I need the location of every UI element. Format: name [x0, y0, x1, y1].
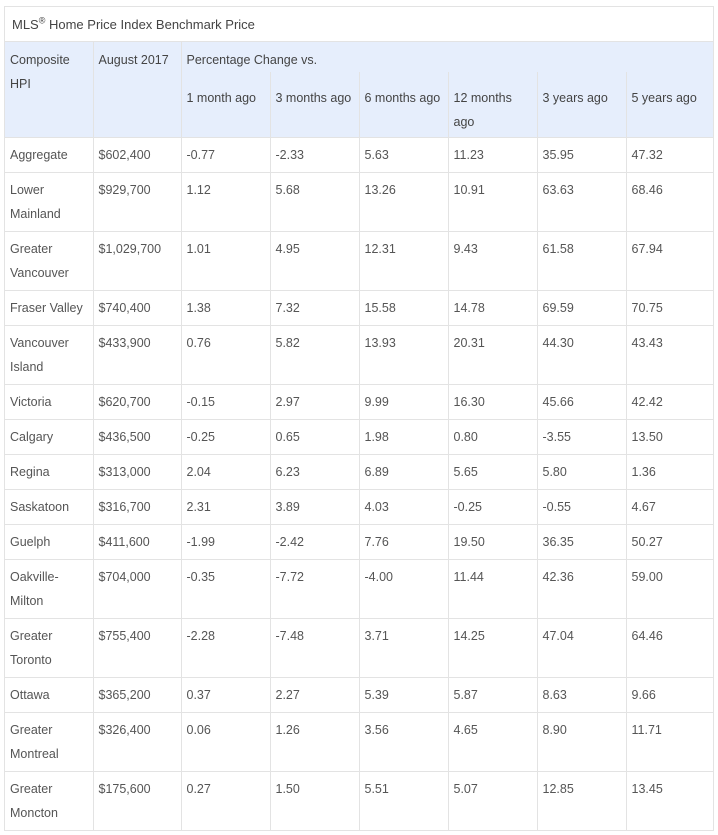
table-row — [5, 489, 713, 524]
header-percentage-change: Percentage Change vs. — [181, 42, 713, 72]
table-row — [5, 290, 713, 325]
change-1m-cell: -0.77 — [181, 137, 270, 172]
header-period: 3 years ago — [537, 72, 626, 137]
change-3y-cell: 47.04 — [537, 618, 626, 677]
change-5y-cell: 59.00 — [626, 559, 713, 618]
change-5y-cell: 4.67 — [626, 489, 713, 524]
change-12m-cell: 11.23 — [448, 137, 537, 172]
change-3m-cell: 1.50 — [270, 771, 359, 830]
change-3m-cell: 7.32 — [270, 290, 359, 325]
price-cell: $175,600 — [93, 771, 181, 830]
change-3m-cell: 0.65 — [270, 419, 359, 454]
change-3y-cell: 35.95 — [537, 137, 626, 172]
table-row — [5, 137, 713, 172]
header-period: 5 years ago — [626, 72, 713, 137]
change-3m-cell: -7.72 — [270, 559, 359, 618]
hpi-table — [5, 42, 713, 831]
change-6m-cell: 5.63 — [359, 137, 448, 172]
change-6m-cell: 13.93 — [359, 325, 448, 384]
region-cell: Greater Toronto — [5, 618, 93, 677]
region-cell: Aggregate — [5, 137, 93, 172]
price-cell: $436,500 — [93, 419, 181, 454]
change-5y-cell: 13.50 — [626, 419, 713, 454]
change-3m-cell: 2.27 — [270, 677, 359, 712]
change-3m-cell: -7.48 — [270, 618, 359, 677]
region-cell: Lower Mainland — [5, 172, 93, 231]
change-5y-cell: 42.42 — [626, 384, 713, 419]
change-12m-cell: 20.31 — [448, 325, 537, 384]
price-cell: $929,700 — [93, 172, 181, 231]
table-row — [5, 384, 713, 419]
change-12m-cell: 14.25 — [448, 618, 537, 677]
price-cell: $433,900 — [93, 325, 181, 384]
price-cell: $620,700 — [93, 384, 181, 419]
table-row — [5, 325, 713, 384]
region-cell: Vancouver Island — [5, 325, 93, 384]
change-3m-cell: 4.95 — [270, 231, 359, 290]
region-cell: Saskatoon — [5, 489, 93, 524]
table-row — [5, 677, 713, 712]
change-1m-cell: 0.06 — [181, 712, 270, 771]
change-5y-cell: 64.46 — [626, 618, 713, 677]
change-6m-cell: 9.99 — [359, 384, 448, 419]
table-body — [5, 137, 713, 830]
change-1m-cell: 1.01 — [181, 231, 270, 290]
price-cell: $316,700 — [93, 489, 181, 524]
table-row — [5, 454, 713, 489]
table-row — [5, 618, 713, 677]
change-3m-cell: -2.42 — [270, 524, 359, 559]
table-row — [5, 172, 713, 231]
table-row — [5, 419, 713, 454]
change-3y-cell: 36.35 — [537, 524, 626, 559]
change-1m-cell: -0.35 — [181, 559, 270, 618]
caption-title: Home Price Index Benchmark Price — [45, 17, 255, 32]
change-6m-cell: -4.00 — [359, 559, 448, 618]
change-1m-cell: -0.25 — [181, 419, 270, 454]
change-5y-cell: 67.94 — [626, 231, 713, 290]
change-1m-cell: 1.38 — [181, 290, 270, 325]
change-12m-cell: 4.65 — [448, 712, 537, 771]
change-6m-cell: 7.76 — [359, 524, 448, 559]
table-row — [5, 524, 713, 559]
region-cell: Greater Moncton — [5, 771, 93, 830]
change-6m-cell: 5.51 — [359, 771, 448, 830]
change-3y-cell: 44.30 — [537, 325, 626, 384]
change-6m-cell: 4.03 — [359, 489, 448, 524]
price-cell: $602,400 — [93, 137, 181, 172]
change-3y-cell: 8.90 — [537, 712, 626, 771]
change-6m-cell: 3.56 — [359, 712, 448, 771]
change-6m-cell: 15.58 — [359, 290, 448, 325]
change-5y-cell: 43.43 — [626, 325, 713, 384]
change-3y-cell: -3.55 — [537, 419, 626, 454]
caption-prefix: MLS — [12, 17, 39, 32]
price-cell: $411,600 — [93, 524, 181, 559]
change-3m-cell: 5.68 — [270, 172, 359, 231]
change-1m-cell: -0.15 — [181, 384, 270, 419]
change-1m-cell: 2.31 — [181, 489, 270, 524]
change-12m-cell: 10.91 — [448, 172, 537, 231]
change-5y-cell: 70.75 — [626, 290, 713, 325]
table-row — [5, 231, 713, 290]
change-5y-cell: 9.66 — [626, 677, 713, 712]
change-3m-cell: -2.33 — [270, 137, 359, 172]
change-3m-cell: 5.82 — [270, 325, 359, 384]
change-1m-cell: 0.76 — [181, 325, 270, 384]
change-3m-cell: 6.23 — [270, 454, 359, 489]
change-5y-cell: 11.71 — [626, 712, 713, 771]
change-6m-cell: 5.39 — [359, 677, 448, 712]
region-cell: Greater Montreal — [5, 712, 93, 771]
change-1m-cell: 0.37 — [181, 677, 270, 712]
change-12m-cell: 5.87 — [448, 677, 537, 712]
change-12m-cell: 11.44 — [448, 559, 537, 618]
table-row — [5, 559, 713, 618]
change-1m-cell: -1.99 — [181, 524, 270, 559]
change-3m-cell: 1.26 — [270, 712, 359, 771]
change-3m-cell: 2.97 — [270, 384, 359, 419]
region-cell: Oakville-Milton — [5, 559, 93, 618]
change-3y-cell: 61.58 — [537, 231, 626, 290]
change-12m-cell: 9.43 — [448, 231, 537, 290]
change-3m-cell: 3.89 — [270, 489, 359, 524]
price-cell: $1,029,700 — [93, 231, 181, 290]
header-period: 1 month ago — [181, 72, 270, 137]
change-5y-cell: 68.46 — [626, 172, 713, 231]
change-3y-cell: 63.63 — [537, 172, 626, 231]
change-6m-cell: 13.26 — [359, 172, 448, 231]
change-12m-cell: 19.50 — [448, 524, 537, 559]
change-12m-cell: -0.25 — [448, 489, 537, 524]
change-6m-cell: 1.98 — [359, 419, 448, 454]
change-3y-cell: 69.59 — [537, 290, 626, 325]
header-month: August 2017 — [93, 42, 181, 137]
region-cell: Ottawa — [5, 677, 93, 712]
price-cell: $326,400 — [93, 712, 181, 771]
registered-mark: ® — [38, 15, 46, 26]
change-5y-cell: 13.45 — [626, 771, 713, 830]
price-cell: $365,200 — [93, 677, 181, 712]
change-1m-cell: -2.28 — [181, 618, 270, 677]
header-period: 6 months ago — [359, 72, 448, 137]
region-cell: Greater Vancouver — [5, 231, 93, 290]
change-1m-cell: 0.27 — [181, 771, 270, 830]
change-12m-cell: 0.80 — [448, 419, 537, 454]
change-1m-cell: 2.04 — [181, 454, 270, 489]
price-cell: $313,000 — [93, 454, 181, 489]
region-cell: Fraser Valley — [5, 290, 93, 325]
table-row — [5, 771, 713, 830]
change-3y-cell: 42.36 — [537, 559, 626, 618]
table-row — [5, 712, 713, 771]
region-cell: Victoria — [5, 384, 93, 419]
price-cell: $755,400 — [93, 618, 181, 677]
change-5y-cell: 47.32 — [626, 137, 713, 172]
header-composite-hpi: Composite HPI — [5, 42, 93, 137]
change-3y-cell: 45.66 — [537, 384, 626, 419]
change-12m-cell: 5.07 — [448, 771, 537, 830]
region-cell: Guelph — [5, 524, 93, 559]
change-12m-cell: 5.65 — [448, 454, 537, 489]
region-cell: Regina — [5, 454, 93, 489]
change-3y-cell: 8.63 — [537, 677, 626, 712]
change-6m-cell: 3.71 — [359, 618, 448, 677]
table-caption — [5, 7, 713, 42]
change-6m-cell: 6.89 — [359, 454, 448, 489]
change-12m-cell: 14.78 — [448, 290, 537, 325]
change-1m-cell: 1.12 — [181, 172, 270, 231]
change-12m-cell: 16.30 — [448, 384, 537, 419]
change-3y-cell: 12.85 — [537, 771, 626, 830]
header-period: 3 months ago — [270, 72, 359, 137]
change-3y-cell: -0.55 — [537, 489, 626, 524]
header-period: 12 months ago — [448, 72, 537, 137]
change-3y-cell: 5.80 — [537, 454, 626, 489]
price-cell: $704,000 — [93, 559, 181, 618]
change-5y-cell: 1.36 — [626, 454, 713, 489]
price-cell: $740,400 — [93, 290, 181, 325]
change-5y-cell: 50.27 — [626, 524, 713, 559]
header-row-main — [5, 42, 713, 72]
region-cell: Calgary — [5, 419, 93, 454]
change-6m-cell: 12.31 — [359, 231, 448, 290]
hpi-table-container — [4, 6, 714, 831]
